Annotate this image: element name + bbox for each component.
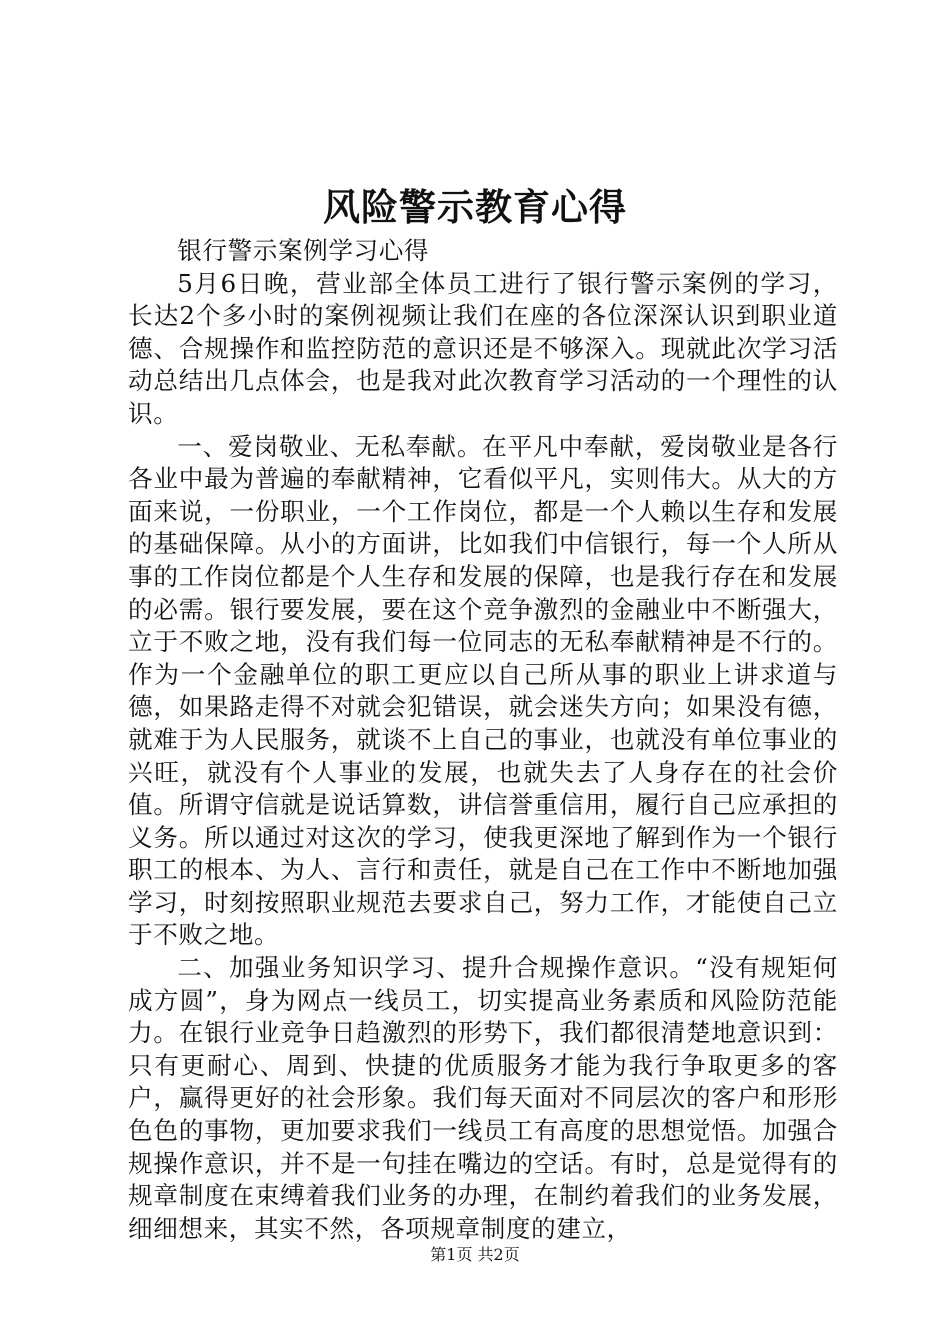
paragraph-section-one: 一、爱岗敬业、无私奉献。在平凡中奉献，爱岗敬业是各行各业中最为普遍的奉献精神，它看似平凡，实则伟大。从大的方面来说，一份职业，一个工作岗位，都是一个人赖以生存和发展的基础保障。从小的方面讲，比如我们中信银行，每一个人所从事的工作岗位都是个人生存和发展的保障，也是我行存在和发展的必需。银行要发展，要在这个竞争激烈的金融业中不断强大，立于不败之地，没有我们每一位同志的无私奉献精神是不行的。作为一个金融单位的职工更应以自己所从事的职业上讲求道与德，如果路走得不对就会犯错误，就会迷失方向；如果没有德，就难于为人民服务，就谈不上自己的事业，也就没有单位事业的兴旺，就没有个人事业的发展，也就失去了人身存在的社会价值。所谓守信就是说话算数，讲信誉重信用，履行自己应承担的义务。所以通过对这次的学习，使我更深地了解到作为一个银行职工的根本、为人、言行和责任，就是自己在工作中不断地加强学习，时刻按照职业规范去要求自己，努力工作，才能使自己立于不败之地。 [128,431,838,950]
page-title: 风险警示教育心得 [323,185,627,229]
paragraph-intro: 5月6日晚，营业部全体员工进行了银行警示案例的学习，长达2个多小时的案例视频让我们在座的各位深深认识到职业道德、合规操作和监控防范的意识还是不够深入。现就此次学习活动总结出几点体会，也是我对此次教育学习活动的一个理性的认识。 [128,268,838,428]
paragraph-subtitle: 银行警示案例学习心得 [177,236,430,265]
paragraph-section-two: 二、加强业务知识学习、提升合规操作意识。“没有规矩何成方圆”，身为网点一线员工，切实提高业务素质和风险防范能力。在银行业竞争日趋激烈的形势下，我们都很清楚地意识到：只有更耐心、周到、快捷的优质服务才能为我行争取更多的客户，赢得更好的社会形象。我们每天面对不同层次的客户和形形色色的事物，更加要求我们一线员工有高度的思想觉悟。加强合规操作意识，并不是一句挂在嘴边的空话。有时，总是觉得有的规章制度在束缚着我们业务的办理，在制约着我们的业务发展，细细想来，其实不然，各项规章制度的建立， [128,953,838,1243]
document-body [128,235,838,1245]
page-footer: 第1页 共2页 [430,1245,520,1264]
